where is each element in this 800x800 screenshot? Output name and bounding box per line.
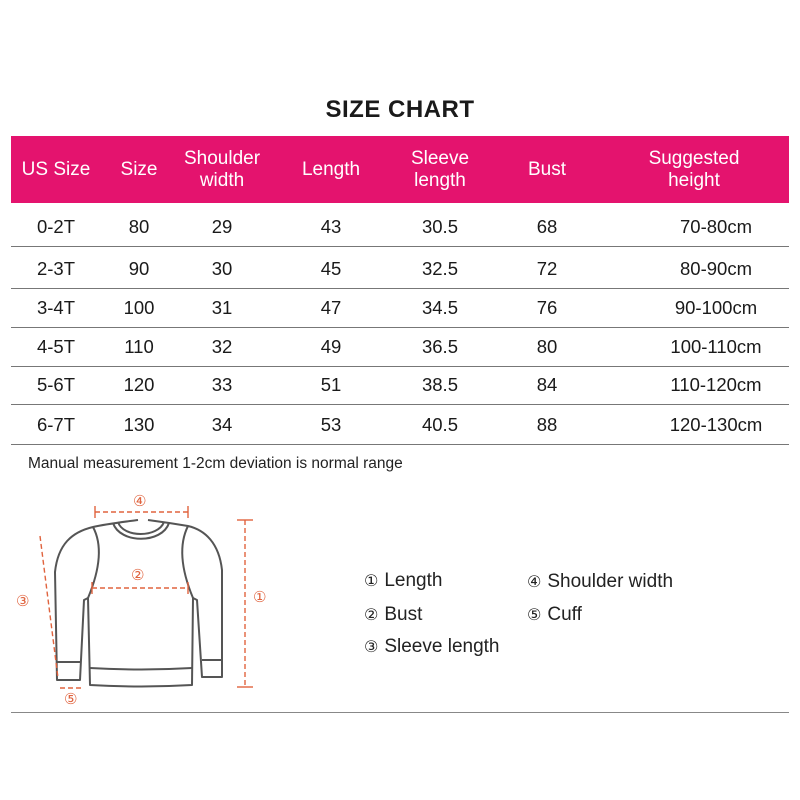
header-shoulder-width: Shoulder width	[183, 147, 261, 191]
cell-length: 47	[320, 297, 342, 318]
cell-size: 90	[128, 258, 150, 279]
legend-cuff: ⑤ Cuff	[527, 604, 582, 625]
cell-bust: 72	[536, 258, 558, 279]
label-cuff: ⑤	[64, 690, 78, 708]
legend-length: ① Length	[364, 570, 443, 591]
cell-length: 51	[320, 374, 342, 395]
cell-us-size: 6-7T	[36, 414, 76, 435]
cell-size: 80	[128, 216, 150, 237]
cell-us-size: 3-4T	[36, 297, 76, 318]
cell-height: 70-80cm	[680, 216, 752, 237]
legend-sleeve-length: ③ Sleeve length	[364, 636, 500, 657]
cell-size: 100	[123, 297, 155, 318]
cell-height: 110-120cm	[670, 374, 762, 395]
header-length: Length	[301, 158, 361, 180]
cell-us-size: 0-2T	[36, 216, 76, 237]
header-suggested-height: Suggested height	[648, 147, 740, 191]
cell-shoulder: 32	[211, 336, 233, 357]
table-row	[11, 366, 789, 405]
cell-bust: 76	[536, 297, 558, 318]
table-row	[11, 289, 789, 328]
cell-sleeve: 30.5	[421, 216, 458, 237]
header-bust: Bust	[527, 158, 567, 180]
cell-shoulder: 33	[211, 374, 233, 395]
cell-shoulder: 29	[211, 216, 233, 237]
cell-height: 80-90cm	[680, 258, 752, 279]
chart-title: SIZE CHART	[325, 96, 475, 123]
cell-size: 110	[124, 336, 154, 357]
table-header	[11, 136, 789, 203]
table-row	[11, 328, 789, 367]
table-row	[11, 208, 789, 247]
cell-height: 100-110cm	[670, 336, 762, 357]
legend-shoulder-width: ④ Shoulder width	[527, 571, 674, 592]
cell-length: 45	[320, 258, 342, 279]
legend-bust: ② Bust	[364, 604, 423, 625]
cell-shoulder: 30	[211, 258, 233, 279]
label-length: ①	[253, 588, 267, 606]
shirt-outline	[55, 520, 222, 687]
header-sleeve-length: Sleeve length	[410, 147, 470, 191]
cell-sleeve: 38.5	[421, 374, 458, 395]
cell-height: 90-100cm	[674, 297, 758, 318]
cell-bust: 88	[536, 414, 558, 435]
cell-length: 53	[320, 414, 342, 435]
cell-us-size: 2-3T	[36, 258, 76, 279]
cell-bust: 80	[536, 336, 558, 357]
shirt-diagram	[0, 480, 300, 715]
header-size: Size	[120, 158, 158, 180]
cell-bust: 68	[536, 216, 558, 237]
bottom-divider	[11, 712, 789, 713]
label-shoulder: ④	[133, 492, 147, 510]
cell-sleeve: 36.5	[421, 336, 458, 357]
cell-us-size: 4-5T	[36, 336, 76, 357]
cell-bust: 84	[536, 374, 558, 395]
cell-sleeve: 40.5	[421, 414, 458, 435]
cell-shoulder: 34	[211, 414, 233, 435]
cell-size: 120	[123, 374, 155, 395]
cell-length: 49	[320, 336, 342, 357]
table-row	[11, 406, 789, 445]
measurement-note: Manual measurement 1-2cm deviation is normal range	[28, 455, 403, 472]
cell-sleeve: 32.5	[421, 258, 458, 279]
cell-shoulder: 31	[211, 297, 233, 318]
cell-us-size: 5-6T	[36, 374, 76, 395]
cell-size: 130	[123, 414, 155, 435]
header-us-size: US Size	[21, 158, 91, 180]
cell-sleeve: 34.5	[421, 297, 458, 318]
label-sleeve: ③	[16, 592, 30, 610]
label-bust: ②	[131, 566, 145, 584]
cell-height: 120-130cm	[669, 414, 763, 435]
table-row	[11, 250, 789, 289]
cell-length: 43	[320, 216, 342, 237]
